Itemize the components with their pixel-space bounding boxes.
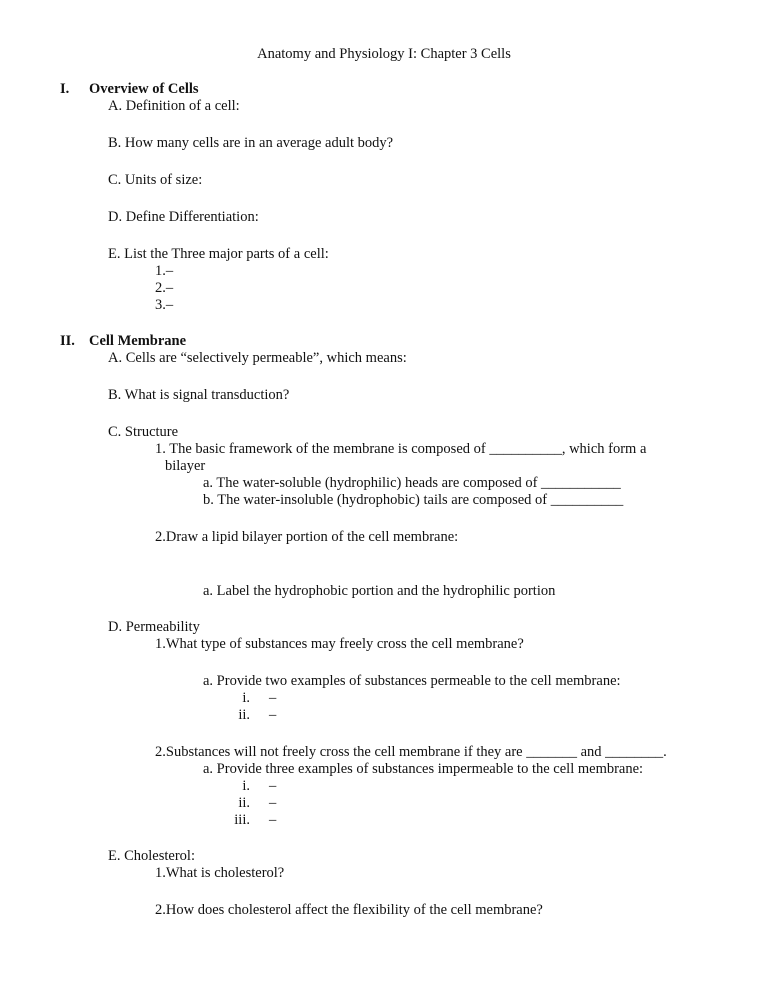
structure-item-1-continued: bilayer	[165, 458, 206, 474]
question-a-cell-definition: A. Definition of a cell:	[108, 98, 240, 114]
roman-numeral: ii.	[238, 795, 250, 811]
structure-subitem-label: a. Label the hydrophobic portion and the hydrophilic portion	[203, 583, 556, 599]
question-b-cell-count: B. How many cells are in an average adult body?	[108, 135, 394, 151]
question-c-structure: C. Structure	[108, 424, 179, 440]
question-b-signal-transduction: B. What is signal transduction?	[108, 387, 290, 403]
question-c-units-of-size: C. Units of size:	[108, 172, 203, 188]
roman-numeral: i.	[242, 778, 250, 794]
roman-numeral: ii.	[238, 707, 250, 723]
cholesterol-item-2: 2.How does cholesterol affect the flexibility of the cell membrane?	[155, 902, 543, 918]
question-a-selectively-permeable: A. Cells are “selectively permeable”, which means:	[108, 350, 407, 366]
section-2-numeral: II.	[60, 333, 75, 349]
question-d-permeability: D. Permeability	[108, 619, 200, 635]
permeability-item-2: 2.Substances will not freely cross the cell membrane if they are _______ and ________.	[155, 744, 667, 760]
answer-dash: –	[269, 795, 277, 811]
section-1-numeral: I.	[60, 81, 70, 97]
list-item: 3.–	[155, 297, 174, 313]
permeability-subitem-a: a. Provide two examples of substances permeable to the cell membrane:	[203, 673, 621, 689]
question-d-differentiation: D. Define Differentiation:	[108, 209, 259, 225]
section-1-heading: Overview of Cells	[89, 81, 199, 97]
structure-item-2: 2.Draw a lipid bilayer portion of the cell membrane:	[155, 529, 459, 545]
list-item: 2.–	[155, 280, 174, 296]
section-2-heading: Cell Membrane	[89, 333, 187, 349]
structure-subitem-a: a. The water-soluble (hydrophilic) heads are composed of ___________	[203, 475, 621, 491]
answer-dash: –	[269, 778, 277, 794]
list-item: 1.–	[155, 263, 174, 279]
structure-subitem-b: b. The water-insoluble (hydrophobic) tails are composed of __________	[203, 492, 624, 508]
cholesterol-item-1: 1.What is cholesterol?	[155, 865, 285, 881]
question-e-three-parts: E. List the Three major parts of a cell:	[108, 246, 329, 262]
answer-dash: –	[269, 812, 277, 828]
permeability-item-1: 1.What type of substances may freely cross the cell membrane?	[155, 636, 524, 652]
page-title: Anatomy and Physiology I: Chapter 3 Cells	[257, 46, 511, 62]
structure-item-1: 1. The basic framework of the membrane is composed of __________, which form a	[155, 441, 647, 457]
answer-dash: –	[269, 707, 277, 723]
question-e-cholesterol: E. Cholesterol:	[108, 848, 195, 864]
roman-numeral: iii.	[234, 812, 250, 828]
permeability-subitem-a-2: a. Provide three examples of substances impermeable to the cell membrane:	[203, 761, 644, 777]
answer-dash: –	[269, 690, 277, 706]
roman-numeral: i.	[242, 690, 250, 706]
